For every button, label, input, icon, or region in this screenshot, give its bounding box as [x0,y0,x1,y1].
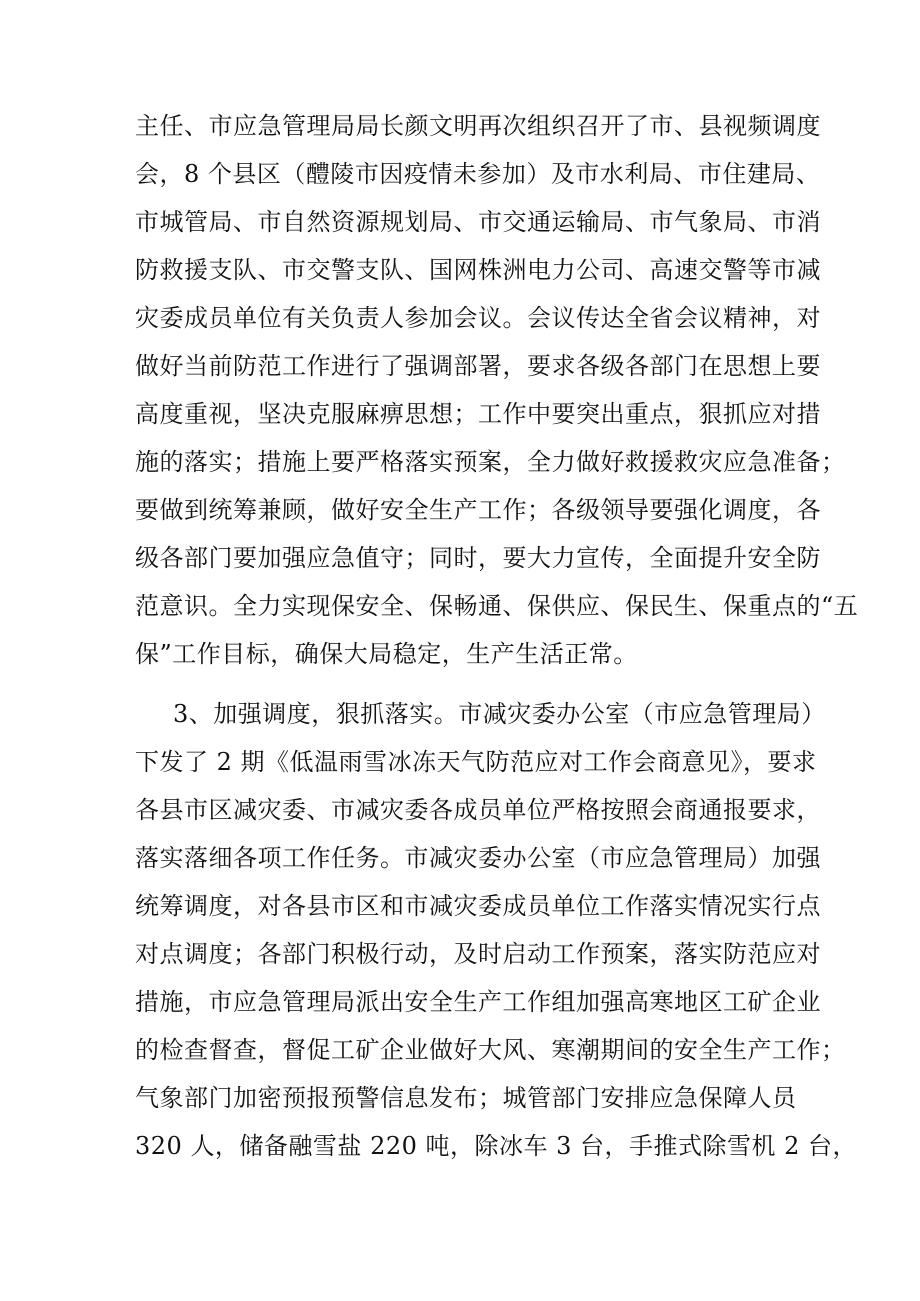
text-line: 气象部门加密预报预警信息发布；城管部门安排应急保障人员 [135,1084,797,1112]
text-line: 市城管局、市自然资源规划局、市交通运输局、市气象局、市消 [135,208,821,236]
text-line: 做好当前防范工作进行了强调部署，要求各级各部门在思想上要 [135,352,821,380]
text-line: 下发了 2 期《低温雨雪冰冻天气防范应对工作会商意见》，要求 [135,748,817,776]
text-line: 320 人，储备融雪盐 220 吨，除冰车 3 台，手推式除雪机 2 台， [135,1132,858,1160]
text-line: 3、加强调度，狠抓落实。市减灾委办公室（市应急管理局） [173,700,826,728]
text-line: 要做到统筹兼顾，做好安全生产工作；各级领导要强化调度，各 [135,496,821,524]
text-line: 对点调度；各部门积极行动，及时启动工作预案，落实防范应对 [135,940,821,968]
text-line: 防救援支队、市交警支队、国网株洲电力公司、高速交警等市减 [135,256,821,284]
text-line: 统筹调度，对各县市区和市减灾委成员单位工作落实情况实行点 [135,892,821,920]
text-line: 施的落实；措施上要严格落实预案，全力做好救援救灾应急准备； [135,448,846,476]
paragraph-dispatch-implementation [135,690,858,1170]
text-line: 落实落细各项工作任务。市减灾委办公室（市应急管理局）加强 [135,844,821,872]
paragraph-meeting-summary [135,102,859,678]
text-line: 主任、市应急管理局局长颜文明再次组织召开了市、县视频调度 [135,112,821,140]
text-line: 灾委成员单位有关负责人参加会议。会议传达全省会议精神，对 [135,304,821,332]
text-line: 措施，市应急管理局派出安全生产工作组加强高寒地区工矿企业 [135,988,821,1016]
text-line: 会，8 个县区（醴陵市因疫情未参加）及市水利局、市住建局、 [135,160,821,188]
text-line: 高度重视，坚决克服麻痹思想；工作中要突出重点，狠抓应对措 [135,400,821,428]
text-line: 的检查督查，督促工矿企业做好大风、寒潮期间的安全生产工作； [135,1036,846,1064]
text-line: 保”工作目标，确保大局稳定，生产生活正常。 [135,640,638,668]
text-line: 范意识。全力实现保安全、保畅通、保供应、保民生、保重点的“五 [135,592,859,620]
text-line: 级各部门要加强应急值守；同时，要大力宣传，全面提升安全防 [135,544,821,572]
text-line: 各县市区减灾委、市减灾委各成员单位严格按照会商通报要求， [135,796,821,824]
